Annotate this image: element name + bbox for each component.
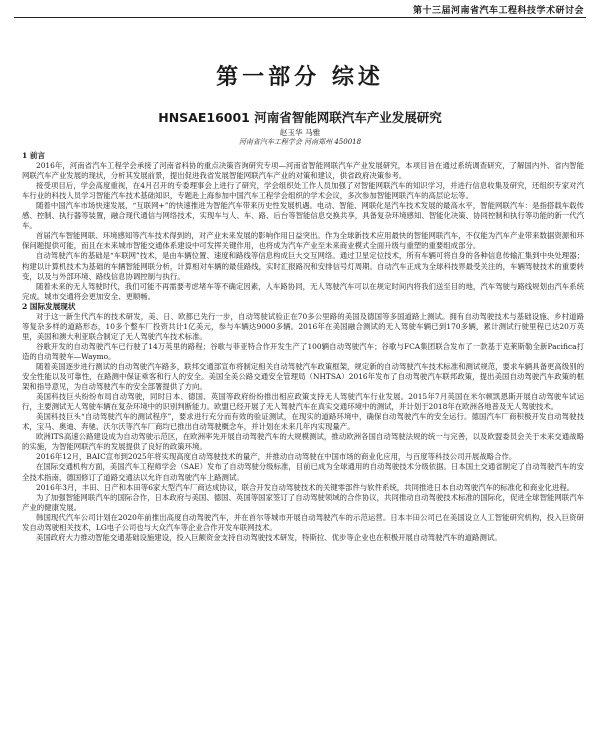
paper-body bbox=[22, 151, 584, 543]
paragraph: 美国政府大力推动智能交通基础设施建设，投入巨额资金支持自动驾驶技术研发，特斯拉、优步等企业也在积极开展自动驾驶汽车的道路测试。 bbox=[36, 532, 502, 542]
paragraph: 自动驾驶汽车的基础是“车联网”技术，是由车辆位置、速度和路线等信息构成巨大交互网络。通过卫星定位技术，所有车辆可将自身的各种信息传输汇集到中央处理器；构建以计算机技术为基础的车辆智能网联分析，计算相对车辆的最佳路线，实时汇报路况和安排信号灯周期。自动汽车正成为全球科技界最受关注的，车辆驾驶技术的重要转变，以及与外部环境、路线信息协调控制与执行。 bbox=[22, 251, 584, 281]
paragraph: 2016年3月，丰田、日产和本田等6家大型汽车厂商达成协议，联合开发自动驾驶技术的关键零部件与软件系统，共同推进日本自动驾驶汽车的标准化和商业化进程。 bbox=[36, 482, 575, 492]
paragraph: 韩国现代汽车公司计划在2020年前推出高度自动驾驶汽车，并在首尔等城市开展自动驾驶汽车的示范运营。日本丰田公司已在美国设立人工智能研究机构，投入巨资研发自动驾驶相关技术，LG电子公司也与大众汽车等企业合作开发车联网技术。 bbox=[22, 512, 584, 532]
section-heading-2: 2 国际发展现状 bbox=[22, 301, 76, 311]
affiliation: 河南省汽车工程学会 河南郑州 450018 bbox=[238, 138, 362, 146]
paragraph: 欧洲ITS高速公路建设成为自动驾驶示范区，在欧洲率先开展自动驾驶汽车的大规模测试，推动欧洲各国自动驾驶法规的统一与完善，以及欧盟委员会关于未来交通战略的实施，为智能网联汽车的发展提供了良好的政策环境。 bbox=[22, 432, 584, 452]
paper-title: HNSAE16001 河南省智能网联汽车产业发展研究 bbox=[158, 110, 442, 125]
running-head: 第十三届河南省汽车工程科技学术研讨会 bbox=[412, 6, 584, 16]
paragraph: 随着中国汽车市场快速发展，“互联网+”的快速推进为智能汽车带来历史性发展机遇。电动、智能、网联化是汽车技术发展的最高水平，智能网联汽车：是指搭载车载传感、控制、执行器等装置，融合现代通信与网络技术，实现车与人、车、路、后台等智能信息交换共享，具备复杂环境感知、智能化决策、协同控制和执行等功能的新一代汽车。 bbox=[22, 201, 584, 231]
paragraph: 对于这一新生代汽车的技术研发，美、日、欧都已先行一步，自动驾驶试验正在70多公里路的美国及德国等多国道路上测试。拥有自动驾驶技术与基础设施、乡村道路等复杂多样的道路形态，10多个整车厂投资共计1亿美元，参与车辆达9000多辆。2016年在美国融合测试的无人驾驶车辆已到170多辆，累计测试行驶里程已达20万英里，美国和澳大利亚联合制定了无人驾驶汽车技术标准。 bbox=[22, 311, 584, 341]
paragraph: 接受项目后，学会高度重视，在4月召开的专委理事会上进行了研究，学会组织处工作人员加强了对智能网联汽车的知识学习，并进行信息收集及研究，还组织专家对汽车行业的科技人员学习智能汽车技术基础知识，专题赴上海参加中国汽车工程学会组织的学术会议，多次参加智能网联汽车的高层论坛等。 bbox=[22, 181, 584, 201]
paragraph: 2016年12月，BAIC宣布到2025年将实现高度自动驾驶技术的量产，并推动自动驾驶在中国市场的商业化应用，与百度等科技公司开展战略合作。 bbox=[36, 452, 517, 462]
paragraph: 在国际交通机构方面，美国汽车工程师学会（SAE）发布了自动驾驶分级标准，目前已成为全球通用的自动驾驶技术分级依据。日本国土交通省制定了自动驾驶汽车的安全技术指南，德国修订了道路交通法以允许自动驾驶汽车上路测试。 bbox=[22, 462, 584, 482]
part-title: 第一部分 综述 bbox=[216, 65, 384, 90]
header-rule bbox=[14, 17, 586, 18]
paragraph: 2016年，河南省汽车工程学会承接了河南省科协的重点决策咨询研究专项—河南省智能网联汽车产业发展研究，本项目旨在通过系统调查研究，了解国内外、省内智能网联汽车产业发展的现状，分析其发展前景，提出促进我省发展智能网联汽车产业的对策和建议，供省政府决策参考。 bbox=[22, 161, 584, 181]
paragraph: 美国科技巨头“自动驾驶汽车的测试程序”，要求进行充分而有效的验证测试，在现实的道路环境中，确保自动驾驶汽车的安全运行。德国汽车厂商积极开发自动驾驶技术，宝马、奥迪、奔驰、沃尔沃等汽车厂商均已推出自动驾驶概念车，并计划在未来几年内实现量产。 bbox=[22, 412, 584, 432]
paragraph: 首届汽车智能网联、环境感知等汽车技术得到的，对产业未来发展的影响作用日益突出。作为全球新技术应用最快的智能网联汽车，不仅能为汽车产业带来数据资源和环保问题提供可能，而且在未来城市智能交通体系建设中可发挥关键作用，也将成为汽车产业至未来商业模式全面升级与重塑的重要组成部分。 bbox=[22, 231, 584, 251]
paragraph: 随着未来的无人驾驶时代，我们可能不再需要考虑堵车等不确定因素，人车路协同，无人驾驶汽车可以在规定时间内将我们送至目的地，汽车驾驶与路线规划由汽车系统完成。城市交通将会更加安全、更顺畅。 bbox=[22, 281, 584, 301]
paragraph: 为了加强智能网联汽车的国际合作，日本政府与美国、德国、英国等国家签订了自动驾驶领域的合作协议，共同推动自动驾驶技术标准的国际化，促进全球智能网联汽车产业的健康发展。 bbox=[22, 492, 584, 512]
paragraph: 随着美国逐步进行测试的自动驾驶汽车路多，联邦交通部宣布将制定相关自动驾驶汽车政策框架，规定新的自动驾驶汽车技术标准和测试规范，要求车辆具备更高级别的安全性能以及可靠性，在路测中保证乘客和行人的安全。美国全美公路交通安全管理局（NHTSA）2016年发布了自动驾驶汽车联邦政策，提出美国自动驾驶汽车政策的框架和指导意见，为自动驾驶汽车的安全部署提供了方向。 bbox=[22, 361, 584, 392]
paragraph: 美国科技巨头纷纷布局自动驾驶，同时日本、德国、英国等政府纷纷推出相应政策支持无人驾驶汽车行业发展。2015年7月英国在米尔顿凯恩斯开展自动驾驶车试运行，主要测试无人驾驶车辆在复杂环境中的识别判断能力。欧盟已经开展了无人驾驶汽车在真实交通环境中的测试，并计划于2018年在欧洲各地普及无人驾驶技术。 bbox=[22, 392, 584, 412]
authors: 赵玉华 马雅 bbox=[279, 128, 321, 137]
paragraph: 谷歌开发的自动驾驶汽车已行驶了14万英里的路程；谷歌与菲亚特合作开发生产了100辆自动驾驶汽车；谷歌与FCA集团联合发布了一款基于克莱斯勒全新Pacifica打造的自动驾驶车—Waymo。 bbox=[22, 341, 584, 361]
section-heading-1: 1 前言 bbox=[22, 151, 46, 160]
